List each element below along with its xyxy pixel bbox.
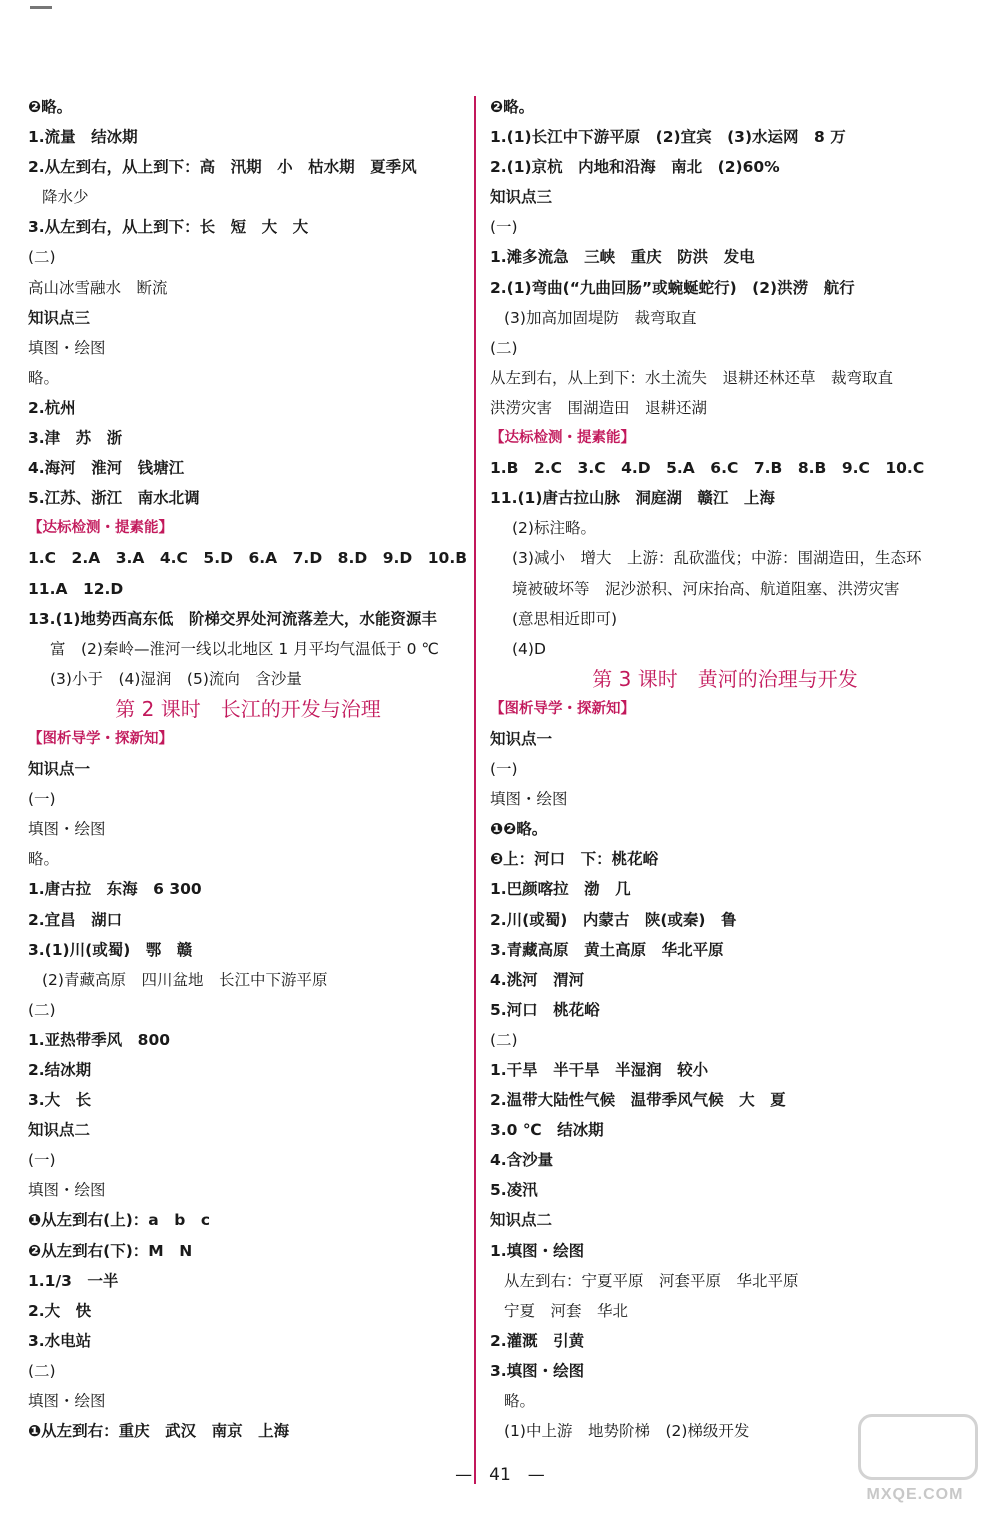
answer-line: 2.(1)弯曲(“九曲回肠”或蜿蜒蛇行) (2)洪涝 航行 [490, 278, 855, 297]
answer-line: ❸上：河口 下：桃花峪 [490, 850, 659, 869]
answer-line: (3)小于 (4)湿润 (5)流向 含沙量 [50, 669, 302, 688]
answer-line: (2)标注略。 [512, 519, 596, 538]
answer-line: 3.0 ℃ 结冰期 [490, 1121, 604, 1140]
answer-line: 知识点三 [28, 308, 91, 327]
answer-line: (二) [490, 1030, 518, 1049]
answer-line: (2)青藏高原 四川盆地 长江中下游平原 [42, 970, 328, 989]
answer-line: 1.干旱 半干旱 半湿润 较小 [490, 1061, 709, 1079]
answer-line: ❶从左到右(上)：a b c [28, 1211, 211, 1230]
answer-line: 1.B 2.C 3.C 4.D 5.A 6.C 7.B 8.B 9.C 10.C [490, 459, 925, 478]
answer-line: 1.唐古拉 东海 6 300 [28, 880, 202, 899]
answer-line: 2.(1)京杭 内地和沿海 南北 (2)60% [490, 158, 780, 177]
answer-line: 2.川(或蜀) 内蒙古 陕(或秦) 鲁 [490, 910, 737, 929]
answer-line: 2.杭州 [28, 398, 76, 417]
answer-line: (4)D [512, 639, 546, 658]
answer-line: 1.C 2.A 3.A 4.C 5.D 6.A 7.D 8.D 9.D 10.B [28, 549, 468, 568]
answer-line: (1)中上游 地势阶梯 (2)梯级开发 [504, 1422, 750, 1441]
lesson-heading: 第 2 课时 长江的开发与治理 [115, 696, 381, 721]
answer-line: 略。 [504, 1392, 536, 1411]
answer-line: 11.(1)唐古拉山脉 洞庭湖 赣江 上海 [490, 489, 775, 508]
page-number: — 41 — [455, 1465, 545, 1485]
answer-line: 填图・绘图 [28, 338, 106, 357]
right-column [490, 92, 960, 1446]
lesson-heading: 第 3 课时 黄河的治理与开发 [592, 666, 858, 691]
answer-line: 1.滩多流急 三峡 重庆 防洪 发电 [490, 248, 755, 267]
section-tag: 【达标检测・提素能】 [28, 520, 173, 537]
answer-line: 从左到右：宁夏平原 河套平原 华北平原 [504, 1271, 799, 1290]
answer-line: 2.温带大陆性气候 温带季风气候 大 夏 [490, 1091, 786, 1110]
answer-line: 3.填图・绘图 [490, 1361, 585, 1380]
answer-line: 知识点一 [28, 760, 91, 779]
answer-line: 2.从左到右，从上到下：高 汛期 小 枯水期 夏季风 [28, 158, 417, 177]
answer-line: (一) [28, 1151, 56, 1170]
answer-line: 境被破坏等 泥沙淤积、河床抬高、航道阻塞、洪涝灾害 [512, 579, 900, 598]
answer-line: (二) [28, 1000, 56, 1019]
answer-line: 1.巴颜喀拉 渤 几 [490, 880, 631, 899]
answer-line: (二) [490, 338, 518, 357]
answer-line: (二) [28, 1361, 56, 1380]
left-column [28, 92, 468, 1446]
answer-line: ❷略。 [28, 98, 73, 116]
answer-line: 宁夏 河套 华北 [504, 1301, 629, 1320]
answer-line: 富 (2)秦岭—淮河一线以北地区 1 月平均气温低于 0 ℃ [50, 639, 439, 658]
answer-line: 5.江苏、浙江 南水北调 [28, 489, 200, 508]
answer-line: 从左到右，从上到下：水土流失 退耕还林还草 裁弯取直 [490, 368, 894, 387]
answer-line: 3.青藏高原 黄土高原 华北平原 [490, 940, 724, 959]
answer-line: 1.流量 结冰期 [28, 128, 138, 147]
answer-line: 13.(1)地势西高东低 阶梯交界处河流落差大，水能资源丰 [28, 609, 437, 628]
answer-line: (意思相近即可) [512, 609, 618, 628]
answer-line: 3.(1)川(或蜀) 鄂 赣 [28, 940, 193, 959]
answer-line: 11.A 12.D [28, 579, 124, 598]
answer-line: 1.填图・绘图 [490, 1241, 585, 1260]
answer-line: (一) [490, 218, 518, 237]
answer-line: 知识点三 [490, 188, 553, 207]
answer-line: 略。 [28, 368, 60, 387]
answer-line: (一) [490, 760, 518, 779]
answer-line: ❷略。 [490, 98, 535, 116]
answer-line: 4.海河 淮河 钱塘江 [28, 459, 185, 478]
answer-line: 2.宜昌 湖口 [28, 910, 123, 929]
answer-line: ❷从左到右(下)：M N [28, 1241, 193, 1260]
watermark-logo [858, 1414, 978, 1480]
answer-line: 填图・绘图 [28, 820, 106, 839]
answer-line: (一) [28, 790, 56, 809]
answer-line: 2.结冰期 [28, 1061, 92, 1079]
answer-line: 略。 [28, 850, 60, 869]
watermark [850, 1410, 980, 1520]
answer-line: 4.洮河 渭河 [490, 970, 585, 989]
header-mark [30, 6, 52, 9]
column-divider [474, 96, 476, 1484]
answer-line: 知识点二 [490, 1211, 553, 1230]
answer-line: 5.凌汛 [490, 1181, 538, 1200]
answer-line: 高山冰雪融水 断流 [28, 278, 168, 297]
section-tag: 【达标检测・提素能】 [490, 430, 635, 447]
answer-line: 4.含沙量 [490, 1151, 554, 1170]
answer-line: 1.(1)长江中下游平原 (2)宜宾 (3)水运网 8 万 [490, 128, 846, 147]
answer-line: ❶从左到右：重庆 武汉 南京 上海 [28, 1422, 290, 1441]
answer-line: 填图・绘图 [28, 1392, 106, 1411]
answer-line: 1.1/3 一半 [28, 1271, 119, 1290]
answer-line: 3.津 苏 浙 [28, 429, 123, 448]
section-tag: 【图析导学・探新知】 [490, 700, 635, 717]
answer-line: 降水少 [42, 188, 89, 207]
answer-line: 2.灌溉 引黄 [490, 1331, 585, 1350]
answer-line: 填图・绘图 [28, 1181, 106, 1200]
section-tag: 【图析导学・探新知】 [28, 730, 173, 747]
answer-line: 3.从左到右，从上到下：长 短 大 大 [28, 218, 309, 237]
answer-line: 3.水电站 [28, 1331, 92, 1350]
answer-line: 知识点二 [28, 1121, 91, 1140]
answer-line: (二) [28, 248, 56, 267]
answer-line: 5.河口 桃花峪 [490, 1000, 600, 1019]
answer-line: ❶❷略。 [490, 820, 548, 839]
answer-line: 2.大 快 [28, 1301, 92, 1320]
answer-line: (3)加高加固堤防 裁弯取直 [504, 308, 697, 327]
answer-line: 1.亚热带季风 800 [28, 1030, 171, 1049]
answer-line: 填图・绘图 [490, 790, 568, 809]
answer-line: 知识点一 [490, 729, 553, 748]
answer-line: 洪涝灾害 围湖造田 退耕还湖 [490, 398, 708, 417]
answer-line: (3)减小 增大 上游：乱砍滥伐；中游：围湖造田，生态环 [512, 549, 922, 568]
watermark-text: MXQE.COM [866, 1486, 964, 1503]
answer-line: 3.大 长 [28, 1091, 92, 1110]
